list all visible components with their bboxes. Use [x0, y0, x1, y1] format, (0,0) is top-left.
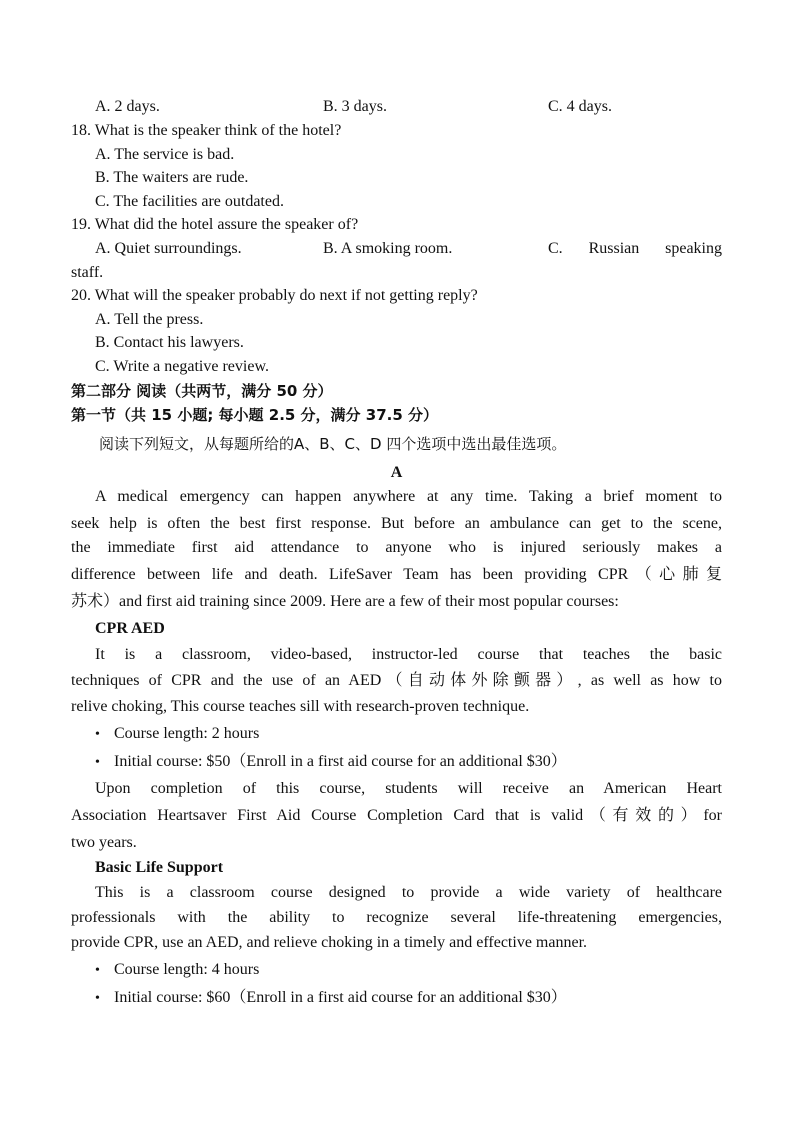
q18-option-a: A. The service is bad. — [95, 146, 235, 163]
course1-completion-line2: Association Heartsaver First Aid Course Completion Card that is valid（有效的）for — [71, 807, 722, 824]
bullet-icon: • — [95, 755, 100, 770]
q18-option-b: B. The waiters are rude. — [95, 169, 249, 186]
course2-desc-line1: This is a classroom course designed to provide a wide variety of healthcare — [95, 884, 722, 901]
course1-fee-item — [95, 752, 567, 773]
bullet-icon: • — [95, 727, 100, 742]
course2-fee-item — [95, 988, 567, 1009]
course1-length: Course length: 2 hours — [114, 725, 260, 742]
q18-stem: 18. What is the speaker think of the hotel? — [71, 122, 342, 139]
course1-desc-line2: techniques of CPR and the use of an AED（自动体外除颤器）, as well as how to — [71, 672, 722, 689]
course2-length-item — [95, 960, 259, 981]
section-subheading: 第一节（共 15 小题; 每小题 2.5 分，满分 37.5 分） — [71, 406, 439, 424]
passage-p1-line4: difference between life and death. LifeSaver Team has been providing CPR（心肺复 — [71, 566, 722, 583]
q20-option-c: C. Write a negative review. — [95, 358, 269, 375]
q18-option-c: C. The facilities are outdated. — [95, 193, 284, 210]
q19-options — [95, 239, 722, 259]
bullet-icon: • — [95, 963, 100, 978]
course1-completion-line1: Upon completion of this course, students will receive an American Heart — [95, 780, 722, 797]
passage-p1-line5: 苏术）and first aid training since 2009. Here are a few of their most popular courses: — [71, 593, 619, 610]
passage-label: A — [390, 464, 403, 481]
q19-option-c: C. Russian speaking — [548, 240, 722, 257]
course2-length: Course length: 4 hours — [114, 961, 260, 978]
q20-option-a: A. Tell the press. — [95, 311, 204, 328]
course1-completion-line3: two years. — [71, 834, 137, 851]
q19-option-b: B. A smoking room. — [323, 240, 453, 257]
course1-desc-line3: relive choking, This course teaches sill with research-proven technique. — [71, 698, 530, 715]
course2-fee: Initial course: $60（Enroll in a first aid course for an additional $30） — [114, 989, 567, 1006]
section-instruction: 阅读下列短文，从每题所给的A、B、C、D 四个选项中选出最佳选项。 — [99, 435, 567, 453]
course1-title: CPR AED — [95, 620, 165, 637]
course2-desc-line2: professionals with the ability to recognize several life-threatening emergencies, — [71, 909, 722, 926]
course1-length-item — [95, 724, 259, 745]
course2-desc-line3: provide CPR, use an AED, and relieve choking in a timely and effective manner. — [71, 934, 588, 951]
course2-title: Basic Life Support — [95, 859, 224, 876]
passage-p1-line3: the immediate first aid attendance to anyone who is injured seriously makes a — [71, 539, 722, 556]
q17-option-c: C. 4 days. — [548, 98, 612, 115]
passage-p1-line1: A medical emergency can happen anywhere at any time. Taking a brief moment to — [95, 488, 722, 505]
bullet-icon: • — [95, 991, 100, 1006]
course1-fee: Initial course: $50（Enroll in a first aid course for an additional $30） — [114, 753, 567, 770]
q19-option-a: A. Quiet surroundings. — [95, 240, 242, 257]
passage-p1-line2: seek help is often the best first response. But before an ambulance can get to the scene, — [71, 515, 722, 532]
q17-option-a: A. 2 days. — [95, 98, 160, 115]
section-heading: 第二部分 阅读（共两节，满分 50 分） — [71, 382, 333, 400]
q17-option-b: B. 3 days. — [323, 98, 387, 115]
q20-stem: 20. What will the speaker probably do next if not getting reply? — [71, 287, 478, 304]
q19-option-c-cont: staff. — [71, 264, 104, 281]
q17-options — [95, 97, 722, 117]
course1-desc-line1: It is a classroom, video-based, instructor-led course that teaches the basic — [95, 646, 722, 663]
q20-option-b: B. Contact his lawyers. — [95, 334, 244, 351]
q19-stem: 19. What did the hotel assure the speaker of? — [71, 216, 359, 233]
